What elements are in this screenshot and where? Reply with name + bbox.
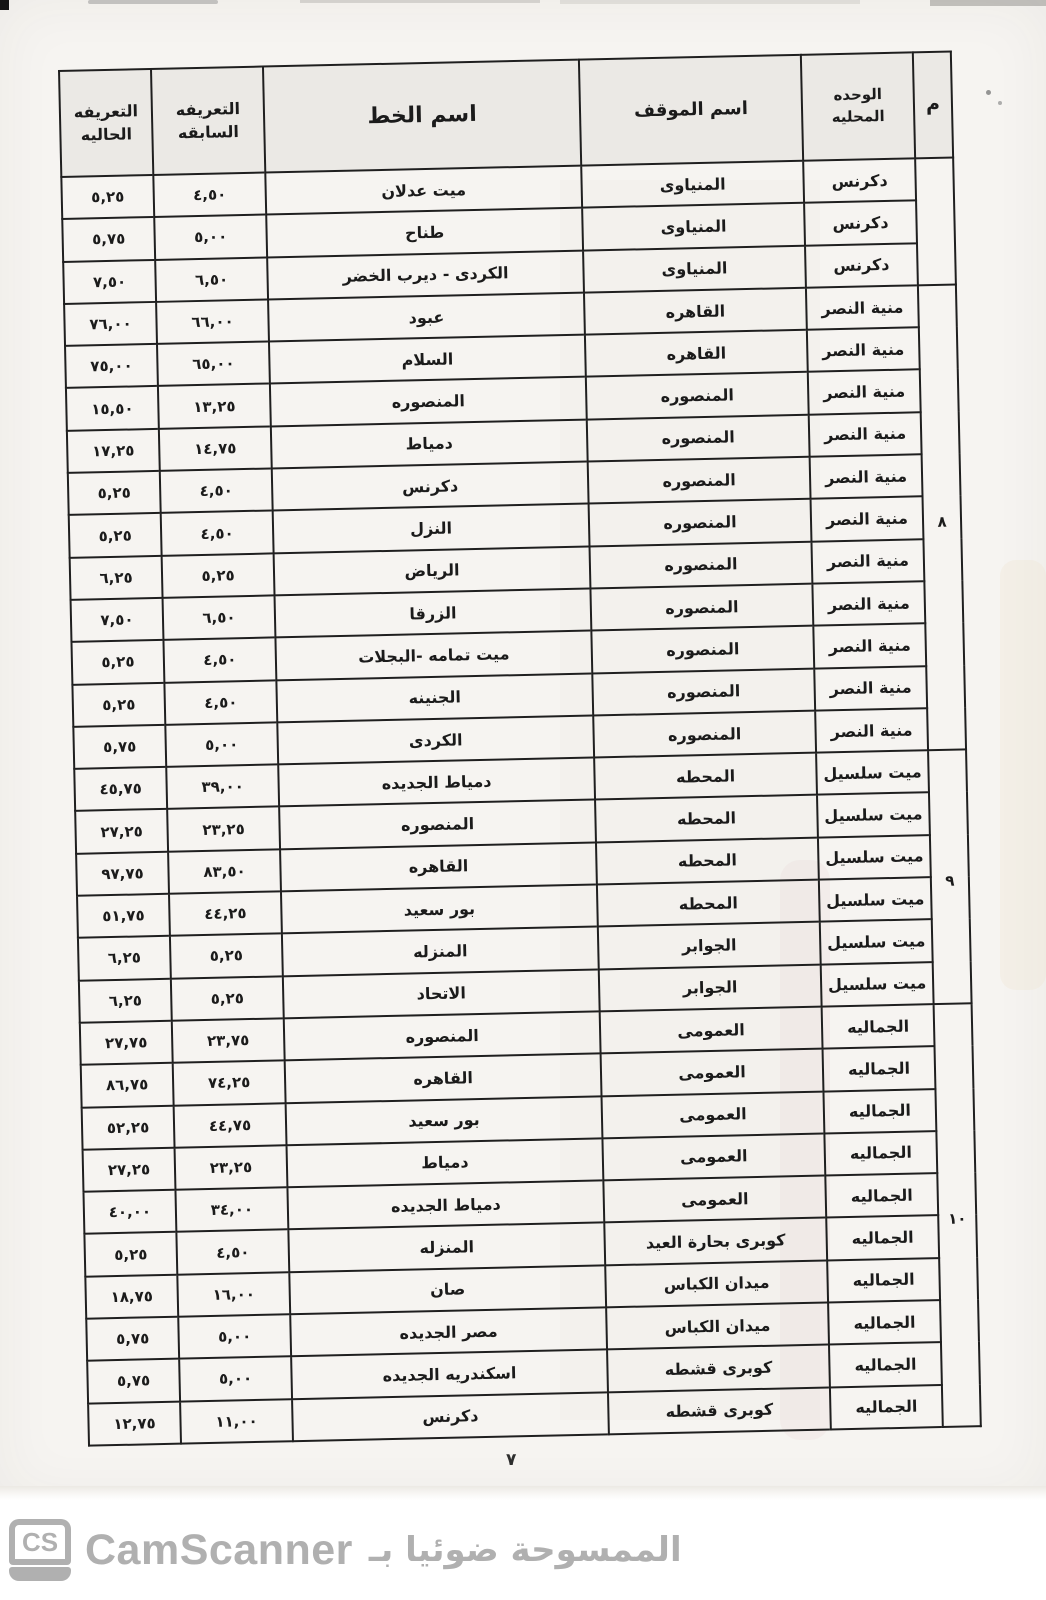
cell-local-unit: منية النصر [813,623,926,668]
cell-prev-tariff: ٤,٥٠ [153,173,266,218]
cell-local-unit: منية النصر [809,412,922,457]
cell-group-index: ٨ [918,284,966,750]
cell-line-name: بور سعيد [281,884,598,933]
cell-prev-tariff: ٢٣,٧٥ [172,1018,285,1063]
cell-stop-name: المنصوره [590,584,813,631]
cell-prev-tariff: ٥,٠٠ [165,722,278,767]
cell-local-unit: منية النصر [814,666,927,711]
cell-stop-name: كوبرى قشطه [608,1387,831,1434]
cell-curr-tariff: ٥١,٧٥ [77,894,170,938]
cell-local-unit: منية النصر [811,497,924,542]
cell-curr-tariff: ٢٧,٢٥ [75,809,168,853]
cell-curr-tariff: ٥,٧٥ [86,1317,179,1361]
cell-curr-tariff: ٤٠,٠٠ [83,1190,176,1234]
cell-line-name: المنصوره [284,1011,601,1060]
cell-local-unit: ميت سلسيل [816,750,929,795]
cell-line-name: دمياط الجديده [278,758,595,807]
camscanner-logo-icon [9,1519,71,1581]
scan-artifact-tint [1000,560,1046,990]
cell-curr-tariff: ٥,٢٥ [72,682,165,726]
cell-curr-tariff: ٥,٢٥ [71,640,164,684]
cell-local-unit: منية النصر [806,285,919,330]
cell-curr-tariff: ٢٧,٢٥ [83,1148,176,1192]
cell-prev-tariff: ١٦,٠٠ [177,1272,290,1317]
cell-prev-tariff: ٤٤,٧٥ [174,1103,287,1148]
cell-local-unit: الجماليه [823,1046,936,1091]
cell-stop-name: المنياوى [581,161,804,208]
cell-curr-tariff: ٥,٧٥ [73,725,166,769]
cell-line-name: طناح [266,208,583,257]
scan-bottom-edge [0,1486,1046,1500]
cell-stop-name: المنصوره [589,499,812,546]
cell-local-unit: الجماليه [827,1258,940,1303]
cell-stop-name: كوبرى قشطه [607,1345,830,1392]
cell-line-name: ميت تمامه -البجلات [275,631,592,680]
cell-curr-tariff: ١٨,٧٥ [85,1274,178,1318]
cell-local-unit: الجماليه [823,1089,936,1134]
cell-line-name: مصر الجديده [290,1307,607,1356]
tilted-sheet [58,51,980,1447]
cell-curr-tariff: ٧٦,٠٠ [64,302,157,346]
cell-curr-tariff: ٧,٥٠ [63,260,156,304]
cell-curr-tariff: ٧,٥٠ [71,598,164,642]
cell-line-name: دكرنس [292,1392,609,1441]
cell-stop-name: المحطه [595,795,818,842]
cell-stop-name: المنصوره [587,414,810,461]
cell-curr-tariff: ٤٥,٧٥ [74,767,167,811]
cell-local-unit: منية النصر [811,539,924,584]
cell-stop-name: المنصوره [592,668,815,715]
cell-local-unit: منية النصر [815,708,928,753]
cell-line-name: دكرنس [272,462,589,511]
cell-local-unit: منية النصر [808,370,921,415]
page-number: ٧ [506,1450,517,1470]
cell-prev-tariff: ٣٩,٠٠ [166,765,279,810]
cell-stop-name: كوبرى بحارة العيد [604,1218,827,1265]
cell-local-unit: منية النصر [807,327,920,372]
cell-stop-name: العمومى [602,1091,825,1138]
cell-curr-tariff: ٥,٢٥ [69,513,162,557]
cell-stop-name: المنصوره [588,457,811,504]
scanned-with-text: الممسوحة ضوئيا بـ [368,1530,682,1570]
scan-artifact-streak [300,0,540,3]
cell-group-index: ١٠ [934,1003,981,1427]
cell-curr-tariff: ٥,٧٥ [62,217,155,261]
cell-line-name: المنزله [282,927,599,976]
cell-local-unit: ميت سلسيل [817,793,930,838]
scan-artifact-corner [0,0,9,10]
header-index: م [913,52,953,159]
header-stop-name: اسم الموقف [579,55,803,166]
cell-stop-name: المنصوره [586,372,809,419]
cell-prev-tariff: ٥,٠٠ [179,1357,292,1402]
cell-stop-name: المنصوره [590,541,813,588]
tariff-table [58,50,982,1446]
cell-local-unit: ميت سلسيل [819,877,932,922]
cell-local-unit: الجماليه [826,1215,939,1260]
cell-curr-tariff: ٧٥,٠٠ [65,344,158,388]
scan-artifact-streak [88,0,218,4]
cell-prev-tariff: ٦٦,٠٠ [156,299,269,344]
cell-curr-tariff: ١٧,٢٥ [67,429,160,473]
cell-curr-tariff: ٥,٢٥ [68,471,161,515]
cell-line-name: الكردى - ديرب الخضر [267,250,584,299]
camscanner-logo-base [9,1567,71,1581]
cell-prev-tariff: ٥,٢٥ [162,553,275,598]
cell-line-name: دمياط الجديده [287,1180,604,1229]
cell-line-name: الاتحاد [283,969,600,1018]
cell-line-name: ميت عدلان [265,166,582,215]
cell-line-name: الكردى [277,715,594,764]
cell-line-name: عبود [268,292,585,341]
cell-stop-name: العمومى [600,1007,823,1054]
cell-curr-tariff: ٩٧,٧٥ [76,852,169,896]
cell-line-name: السلام [269,335,586,384]
cell-prev-tariff: ٤,٥٠ [163,638,276,683]
cell-stop-name: العمومى [603,1176,826,1223]
cell-prev-tariff: ٥,٠٠ [154,215,267,260]
header-prev-tariff: التعريفه السابقه [151,67,265,175]
cell-local-unit: منية النصر [810,454,923,499]
cell-local-unit: الجماليه [830,1385,943,1430]
header-line-name: اسم الخط [263,60,581,173]
cell-line-name: دمياط [271,419,588,468]
cell-prev-tariff: ١٤,٧٥ [159,426,272,471]
cell-prev-tariff: ٤,٥٠ [160,469,273,514]
cell-line-name: الجنينه [276,673,593,722]
cell-local-unit: دكرنس [804,201,917,246]
cell-prev-tariff: ٥,٢٥ [170,934,283,979]
cell-curr-tariff: ٨٦,٧٥ [81,1063,174,1107]
cell-line-name: المنزله [288,1223,605,1272]
scan-artifact-streak [560,0,860,4]
cell-prev-tariff: ١٣,٢٥ [158,384,271,429]
cell-curr-tariff: ٥,٧٥ [87,1359,180,1403]
cell-line-name: المنصوره [270,377,587,426]
cell-stop-name: العمومى [602,1133,825,1180]
cell-prev-tariff: ٤,٥٠ [164,680,277,725]
cell-local-unit: ميت سلسيل [820,919,933,964]
cell-prev-tariff: ٥,٠٠ [178,1314,291,1359]
cell-prev-tariff: ١١,٠٠ [180,1399,293,1444]
header-local-unit: الوحده المحليه [801,52,915,160]
cell-line-name: الزرقا [275,588,592,637]
table-body [61,157,980,1445]
cell-stop-name: المنصوره [591,626,814,673]
cell-local-unit: ميت سلسيل [818,835,931,880]
cell-stop-name: الجوابر [599,964,822,1011]
scan-artifact-streak [930,0,1046,6]
cell-stop-name: القاهره [585,330,808,377]
camscanner-brand-text: CamScanner [85,1525,353,1574]
cell-prev-tariff: ٥,٢٥ [171,976,284,1021]
cell-group-index [915,157,956,285]
cell-prev-tariff: ٢٣,٢٥ [175,1145,288,1190]
cell-curr-tariff: ٢٧,٧٥ [80,1021,173,1065]
cell-curr-tariff: ١٥,٥٠ [66,386,159,430]
cell-prev-tariff: ٤٤,٢٥ [169,891,282,936]
cell-curr-tariff: ٥,٢٥ [84,1232,177,1276]
cell-local-unit: دكرنس [805,243,918,288]
cell-local-unit: الجماليه [828,1300,941,1345]
cell-group-index: ٩ [928,750,972,1005]
cell-line-name: بور سعيد [286,1096,603,1145]
cell-stop-name: القاهره [584,288,807,335]
cell-local-unit: منية النصر [812,581,925,626]
cell-local-unit: الجماليه [825,1173,938,1218]
cell-local-unit: الجماليه [822,1004,935,1049]
cell-local-unit: الجماليه [824,1131,937,1176]
header-curr-tariff: التعريفه الحاليه [59,69,153,177]
cell-stop-name: المنصوره [593,710,816,757]
cell-line-name: الرياض [274,546,591,595]
cell-curr-tariff: ٦,٢٥ [79,978,172,1022]
cell-line-name: اسكندريه الجديده [291,1350,608,1399]
camscanner-logo-box: CS [9,1519,71,1565]
cell-stop-name: المحطه [596,837,819,884]
cell-stop-name: المنياوى [583,245,806,292]
cell-prev-tariff: ٣٤,٠٠ [175,1187,288,1232]
cell-line-name: المنصوره [279,800,596,849]
cell-stop-name: المحطه [597,880,820,927]
cell-prev-tariff: ٦,٥٠ [155,257,268,302]
cell-curr-tariff: ١٢,٧٥ [88,1401,181,1445]
cell-line-name: دمياط [287,1138,604,1187]
cell-local-unit: دكرنس [803,158,916,203]
cell-stop-name: ميدان الكباس [605,1260,828,1307]
cell-prev-tariff: ٤,٥٠ [161,511,274,556]
cell-stop-name: المحطه [594,753,817,800]
cell-prev-tariff: ٦,٥٠ [163,595,276,640]
cell-stop-name: الجوابر [598,922,821,969]
cell-line-name: القاهره [285,1054,602,1103]
cell-prev-tariff: ٦٥,٠٠ [157,342,270,387]
cell-stop-name: ميدان الكباس [606,1303,829,1350]
cell-prev-tariff: ٤,٥٠ [176,1230,289,1275]
cell-curr-tariff: ٦,٢٥ [78,936,171,980]
cell-prev-tariff: ٨٣,٥٠ [168,849,281,894]
cell-prev-tariff: ٧٤,٢٥ [173,1061,286,1106]
scan-artifact-dot [986,90,991,95]
cell-stop-name: العمومى [601,1049,824,1096]
cell-stop-name: المنياوى [582,203,805,250]
cell-curr-tariff: ٥,٢٥ [61,175,154,219]
cell-local-unit: ميت سلسيل [821,962,934,1007]
table-header-row [59,52,953,177]
cell-line-name: النزل [273,504,590,553]
cell-line-name: القاهره [280,842,597,891]
cell-prev-tariff: ٢٣,٢٥ [167,807,280,852]
camscanner-footer [0,1500,1046,1600]
cell-curr-tariff: ٦,٢٥ [70,556,163,600]
scan-artifact-dot [998,101,1002,105]
cell-curr-tariff: ٥٢,٢٥ [82,1105,175,1149]
cell-local-unit: الجماليه [829,1342,942,1387]
cell-line-name: صان [289,1265,606,1314]
